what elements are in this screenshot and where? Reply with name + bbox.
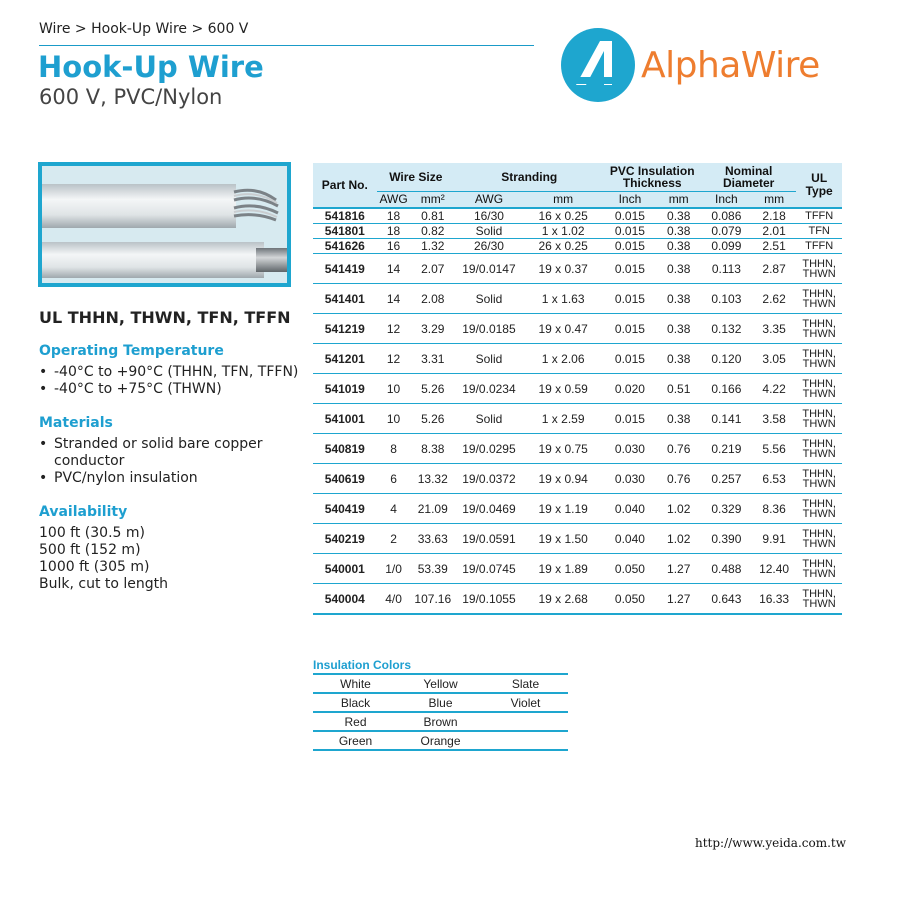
color-cell [483, 731, 568, 750]
table-row [313, 693, 568, 712]
cell-awg: 12 [377, 344, 411, 374]
materials-heading: Materials [39, 415, 113, 431]
sub-dia-mm: mm [752, 191, 797, 208]
cell-part: 541401 [313, 284, 377, 314]
cell-dia-in: 0.329 [701, 494, 752, 524]
color-cell: Violet [483, 693, 568, 712]
cell-dia-mm: 12.40 [752, 554, 797, 584]
cell-str-awg: Solid [455, 224, 523, 239]
cell-dia-mm: 3.58 [752, 404, 797, 434]
cell-ul: THHN, THWN [796, 314, 842, 344]
cell-part: 541201 [313, 344, 377, 374]
cell-mm2: 2.07 [411, 254, 456, 284]
operating-temperature-list [39, 364, 299, 398]
table-row [313, 731, 568, 750]
cell-awg: 1/0 [377, 554, 411, 584]
availability-line: 1000 ft (305 m) [39, 559, 150, 575]
cell-mm2: 21.09 [411, 494, 456, 524]
cell-part: 541219 [313, 314, 377, 344]
cell-str-mm: 19 x 0.37 [523, 254, 604, 284]
cell-pvc-mm: 1.02 [656, 524, 701, 554]
table-row [313, 524, 842, 554]
cell-mm2: 5.26 [411, 404, 456, 434]
cell-mm2: 0.81 [411, 208, 456, 224]
cell-part: 540219 [313, 524, 377, 554]
cell-pvc-in: 0.050 [603, 584, 656, 615]
cell-pvc-mm: 0.51 [656, 374, 701, 404]
cell-ul: THHN, THWN [796, 284, 842, 314]
cell-dia-mm: 3.05 [752, 344, 797, 374]
col-wire-size: Wire Size [377, 163, 455, 191]
cell-part: 540619 [313, 464, 377, 494]
cell-pvc-mm: 0.38 [656, 239, 701, 254]
cell-awg: 18 [377, 224, 411, 239]
cell-str-awg: 19/0.0745 [455, 554, 523, 584]
col-ul-type: UL Type [796, 163, 842, 208]
page-title: Hook-Up Wire [38, 50, 264, 84]
cell-ul: THHN, THWN [796, 374, 842, 404]
cell-pvc-in: 0.015 [603, 254, 656, 284]
availability-line: Bulk, cut to length [39, 576, 169, 592]
cell-ul: THHN, THWN [796, 344, 842, 374]
cell-dia-mm: 6.53 [752, 464, 797, 494]
sub-dia-inch: Inch [701, 191, 752, 208]
cell-dia-in: 0.086 [701, 208, 752, 224]
cell-dia-in: 0.103 [701, 284, 752, 314]
cell-dia-in: 0.079 [701, 224, 752, 239]
cell-mm2: 1.32 [411, 239, 456, 254]
cell-part: 540001 [313, 554, 377, 584]
cell-str-mm: 16 x 0.25 [523, 208, 604, 224]
cell-str-awg: 19/0.0185 [455, 314, 523, 344]
cell-str-awg: Solid [455, 344, 523, 374]
sub-stranding-mm: mm [523, 191, 604, 208]
table-row [313, 224, 842, 239]
cell-pvc-mm: 0.76 [656, 464, 701, 494]
sub-stranding-awg: AWG [455, 191, 523, 208]
availability-line: 500 ft (152 m) [39, 542, 141, 558]
col-pvc-thickness: PVC Insulation Thickness [603, 163, 701, 191]
table-row [313, 554, 842, 584]
cell-str-mm: 19 x 0.75 [523, 434, 604, 464]
color-cell: Slate [483, 674, 568, 693]
cell-dia-in: 0.390 [701, 524, 752, 554]
spec-table-body [313, 208, 842, 614]
insulation-colors-title: Insulation Colors [313, 658, 412, 672]
table-row [313, 314, 842, 344]
cell-pvc-mm: 1.27 [656, 554, 701, 584]
cell-str-mm: 19 x 2.68 [523, 584, 604, 615]
cell-awg: 6 [377, 464, 411, 494]
table-row [313, 284, 842, 314]
color-cell: Orange [398, 731, 483, 750]
table-row [313, 494, 842, 524]
cell-dia-in: 0.120 [701, 344, 752, 374]
cell-ul: THHN, THWN [796, 584, 842, 615]
cell-awg: 14 [377, 284, 411, 314]
cell-awg: 4 [377, 494, 411, 524]
table-row [313, 434, 842, 464]
cell-part: 541019 [313, 374, 377, 404]
cell-mm2: 13.32 [411, 464, 456, 494]
cell-pvc-mm: 0.38 [656, 208, 701, 224]
cell-mm2: 33.63 [411, 524, 456, 554]
cell-dia-mm: 8.36 [752, 494, 797, 524]
cell-part: 541626 [313, 239, 377, 254]
cell-pvc-in: 0.020 [603, 374, 656, 404]
cell-ul: THHN, THWN [796, 554, 842, 584]
footer-url[interactable]: http://www.yeida.com.tw [695, 836, 846, 850]
list-item: • -40°C to +90°C (THHN, TFN, TFFN) [39, 364, 299, 381]
cell-part: 541816 [313, 208, 377, 224]
cell-dia-mm: 4.22 [752, 374, 797, 404]
cell-part: 540819 [313, 434, 377, 464]
cell-ul: TFN [796, 224, 842, 239]
cell-pvc-in: 0.015 [603, 224, 656, 239]
cell-str-awg: Solid [455, 404, 523, 434]
cell-dia-in: 0.257 [701, 464, 752, 494]
cell-dia-mm: 2.51 [752, 239, 797, 254]
cell-part: 541801 [313, 224, 377, 239]
cell-mm2: 2.08 [411, 284, 456, 314]
cell-awg: 2 [377, 524, 411, 554]
cell-pvc-mm: 0.38 [656, 224, 701, 239]
cell-dia-mm: 9.91 [752, 524, 797, 554]
cell-awg: 10 [377, 404, 411, 434]
cell-str-mm: 19 x 1.19 [523, 494, 604, 524]
breadcrumb-divider [39, 45, 534, 46]
cell-part: 541419 [313, 254, 377, 284]
cell-pvc-in: 0.040 [603, 494, 656, 524]
cell-str-mm: 19 x 0.47 [523, 314, 604, 344]
cell-dia-mm: 2.01 [752, 224, 797, 239]
sub-pvc-mm: mm [656, 191, 701, 208]
cell-awg: 14 [377, 254, 411, 284]
col-nominal-diameter: Nominal Diameter [701, 163, 796, 191]
cell-mm2: 107.16 [411, 584, 456, 615]
cell-pvc-in: 0.015 [603, 208, 656, 224]
cell-pvc-mm: 0.38 [656, 284, 701, 314]
color-cell: Black [313, 693, 398, 712]
cell-pvc-in: 0.030 [603, 434, 656, 464]
cell-str-mm: 19 x 1.89 [523, 554, 604, 584]
cell-ul: TFFN [796, 208, 842, 224]
availability-line: 100 ft (30.5 m) [39, 525, 145, 541]
table-row [313, 584, 842, 615]
materials-list [39, 436, 299, 487]
color-cell: Yellow [398, 674, 483, 693]
ul-types-heading: UL THHN, THWN, TFN, TFFN [39, 308, 291, 327]
cell-dia-in: 0.113 [701, 254, 752, 284]
cell-str-awg: 19/0.0147 [455, 254, 523, 284]
cell-part: 540419 [313, 494, 377, 524]
cell-dia-mm: 16.33 [752, 584, 797, 615]
sub-awg: AWG [377, 191, 411, 208]
cell-awg: 4/0 [377, 584, 411, 615]
color-cell: Brown [398, 712, 483, 731]
cell-dia-mm: 2.62 [752, 284, 797, 314]
cell-pvc-in: 0.015 [603, 239, 656, 254]
cell-part: 541001 [313, 404, 377, 434]
cell-ul: THHN, THWN [796, 524, 842, 554]
cell-dia-in: 0.132 [701, 314, 752, 344]
cell-dia-in: 0.488 [701, 554, 752, 584]
cell-awg: 12 [377, 314, 411, 344]
cell-mm2: 53.39 [411, 554, 456, 584]
page-subtitle: 600 V, PVC/Nylon [39, 85, 223, 109]
color-cell: Blue [398, 693, 483, 712]
list-item: • Stranded or solid bare copper conductor [39, 436, 299, 470]
cell-pvc-in: 0.015 [603, 284, 656, 314]
cell-awg: 8 [377, 434, 411, 464]
table-row [313, 404, 842, 434]
cell-str-awg: 19/0.1055 [455, 584, 523, 615]
wire-product-image [38, 162, 291, 287]
col-part-no: Part No. [313, 163, 377, 208]
cell-str-awg: 16/30 [455, 208, 523, 224]
cell-str-mm: 1 x 1.02 [523, 224, 604, 239]
cell-pvc-mm: 0.38 [656, 254, 701, 284]
cell-awg: 18 [377, 208, 411, 224]
availability-heading: Availability [39, 504, 128, 520]
cell-pvc-in: 0.015 [603, 344, 656, 374]
alphawire-mark-icon [560, 27, 636, 103]
sub-pvc-inch: Inch [603, 191, 656, 208]
cell-str-awg: 19/0.0591 [455, 524, 523, 554]
cell-str-awg: 26/30 [455, 239, 523, 254]
table-row [313, 674, 568, 693]
cell-pvc-in: 0.015 [603, 314, 656, 344]
cell-ul: THHN, THWN [796, 434, 842, 464]
cell-mm2: 8.38 [411, 434, 456, 464]
operating-temperature-heading: Operating Temperature [39, 343, 224, 359]
wire-illustration [42, 166, 287, 283]
cell-str-awg: 19/0.0372 [455, 464, 523, 494]
cell-pvc-mm: 0.38 [656, 404, 701, 434]
breadcrumb: Wire > Hook-Up Wire > 600 V [39, 21, 249, 37]
cell-dia-in: 0.099 [701, 239, 752, 254]
cell-str-awg: Solid [455, 284, 523, 314]
table-row [313, 464, 842, 494]
cell-ul: THHN, THWN [796, 254, 842, 284]
cell-dia-mm: 5.56 [752, 434, 797, 464]
cell-str-mm: 1 x 1.63 [523, 284, 604, 314]
cell-mm2: 5.26 [411, 374, 456, 404]
cell-awg: 10 [377, 374, 411, 404]
logo-text: AlphaWire [641, 45, 820, 86]
cell-pvc-mm: 0.38 [656, 344, 701, 374]
insulation-colors-table [313, 673, 568, 751]
cell-str-mm: 1 x 2.59 [523, 404, 604, 434]
alphawire-logo [560, 27, 850, 107]
cell-ul: TFFN [796, 239, 842, 254]
table-row [313, 239, 842, 254]
color-cell: Green [313, 731, 398, 750]
cell-ul: THHN, THWN [796, 404, 842, 434]
sub-mm2: mm² [411, 191, 456, 208]
cell-pvc-mm: 1.02 [656, 494, 701, 524]
cell-str-mm: 1 x 2.06 [523, 344, 604, 374]
cell-ul: THHN, THWN [796, 464, 842, 494]
table-row [313, 208, 842, 224]
cell-part: 540004 [313, 584, 377, 615]
list-item: • PVC/nylon insulation [39, 470, 299, 487]
col-stranding: Stranding [455, 163, 603, 191]
cell-ul: THHN, THWN [796, 494, 842, 524]
cell-pvc-mm: 1.27 [656, 584, 701, 615]
color-cell: Red [313, 712, 398, 731]
table-row [313, 712, 568, 731]
table-row [313, 374, 842, 404]
cell-dia-mm: 2.18 [752, 208, 797, 224]
cell-pvc-in: 0.040 [603, 524, 656, 554]
color-cell [483, 712, 568, 731]
cell-str-awg: 19/0.0295 [455, 434, 523, 464]
color-cell: White [313, 674, 398, 693]
cell-str-mm: 19 x 0.94 [523, 464, 604, 494]
cell-dia-in: 0.166 [701, 374, 752, 404]
cell-str-mm: 19 x 0.59 [523, 374, 604, 404]
list-item: • -40°C to +75°C (THWN) [39, 381, 299, 398]
cell-awg: 16 [377, 239, 411, 254]
cell-str-mm: 19 x 1.50 [523, 524, 604, 554]
table-row [313, 344, 842, 374]
cell-dia-in: 0.219 [701, 434, 752, 464]
spec-table [313, 163, 842, 615]
cell-str-mm: 26 x 0.25 [523, 239, 604, 254]
cell-pvc-in: 0.050 [603, 554, 656, 584]
cell-dia-in: 0.141 [701, 404, 752, 434]
cell-pvc-in: 0.030 [603, 464, 656, 494]
cell-str-awg: 19/0.0234 [455, 374, 523, 404]
table-row [313, 254, 842, 284]
cell-dia-in: 0.643 [701, 584, 752, 615]
cell-dia-mm: 2.87 [752, 254, 797, 284]
cell-pvc-mm: 0.38 [656, 314, 701, 344]
cell-mm2: 0.82 [411, 224, 456, 239]
cell-mm2: 3.29 [411, 314, 456, 344]
cell-str-awg: 19/0.0469 [455, 494, 523, 524]
cell-mm2: 3.31 [411, 344, 456, 374]
cell-dia-mm: 3.35 [752, 314, 797, 344]
cell-pvc-mm: 0.76 [656, 434, 701, 464]
cell-pvc-in: 0.015 [603, 404, 656, 434]
